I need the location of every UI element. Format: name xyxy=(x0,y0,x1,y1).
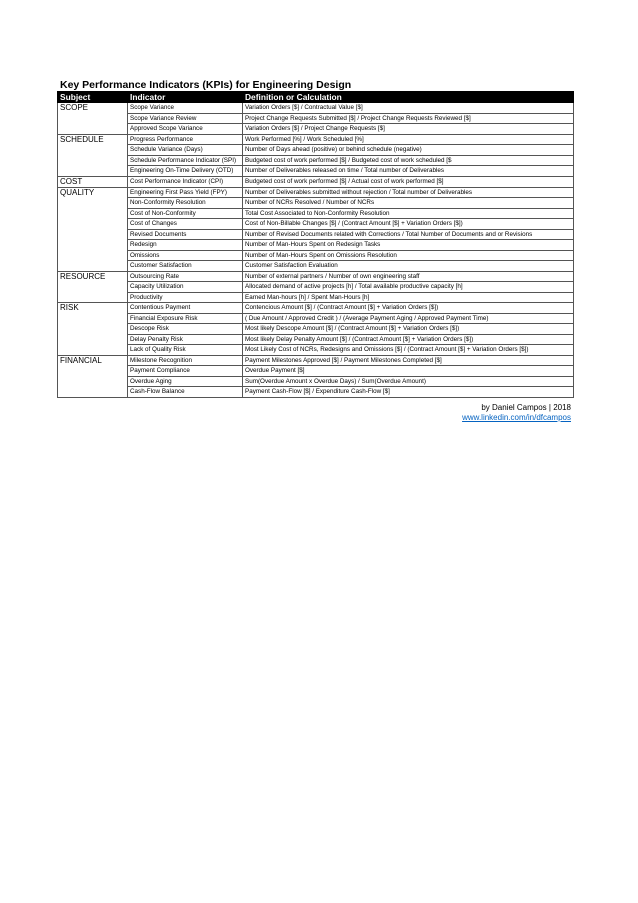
definition-cell: Customer Satisfaction Evaluation xyxy=(243,261,574,272)
table-row xyxy=(58,271,574,282)
indicator-cell: Schedule Variance (Days) xyxy=(128,145,243,156)
table-row xyxy=(58,208,574,219)
definition-cell: Most Likely Cost of NCRs, Redesigns and Omissions [$] / (Contract Amount [$] + Variation Orders [$]) xyxy=(243,345,574,356)
indicator-cell: Lack of Quality Risk xyxy=(128,345,243,356)
indicator-cell: Schedule Performance Indicator (SPI) xyxy=(128,155,243,166)
indicator-cell: Scope Variance xyxy=(128,103,243,114)
indicator-cell: Revised Documents xyxy=(128,229,243,240)
definition-cell: Number of Man-Hours Spent on Redesign Tasks xyxy=(243,240,574,251)
table-row xyxy=(58,198,574,209)
kpi-table-body xyxy=(58,103,574,398)
subject-cell: QUALITY xyxy=(58,187,128,271)
table-row xyxy=(58,355,574,366)
definition-cell: Earned Man-hours [h] / Spent Man-Hours [h] xyxy=(243,292,574,303)
indicator-cell: Payment Compliance xyxy=(128,366,243,377)
table-row xyxy=(58,240,574,251)
table-row xyxy=(58,303,574,314)
indicator-cell: Customer Satisfaction xyxy=(128,261,243,272)
header-indicator: Indicator xyxy=(128,92,243,103)
table-row xyxy=(58,261,574,272)
table-row xyxy=(58,134,574,145)
table-row xyxy=(58,103,574,114)
page-title: Key Performance Indicators (KPIs) for Engineering Design xyxy=(60,79,352,91)
table-row xyxy=(58,324,574,335)
definition-cell: Payment Milestones Approved [$] / Payment Milestones Completed [$] xyxy=(243,355,574,366)
linkedin-link[interactable]: www.linkedin.com/in/dfcampos xyxy=(462,413,571,422)
table-row xyxy=(58,292,574,303)
author-credit: by Daniel Campos | 2018 xyxy=(481,403,571,412)
indicator-cell: Overdue Aging xyxy=(128,376,243,387)
header-subject: Subject xyxy=(58,92,128,103)
definition-cell: Contencious Amount [$] / (Contract Amount [$] + Variation Orders [$]) xyxy=(243,303,574,314)
indicator-cell: Outsourcing Rate xyxy=(128,271,243,282)
definition-cell: Budgeted cost of work performed [$] / Budgeted cost of work scheduled [$ xyxy=(243,155,574,166)
table-row xyxy=(58,345,574,356)
table-row xyxy=(58,219,574,230)
subject-cell: FINANCIAL xyxy=(58,355,128,397)
indicator-cell: Contentious Payment xyxy=(128,303,243,314)
indicator-cell: Scope Variance Review xyxy=(128,113,243,124)
indicator-cell: Progress Performance xyxy=(128,134,243,145)
definition-cell: Sum(Overdue Amount x Overdue Days) / Sum(Overdue Amount) xyxy=(243,376,574,387)
definition-cell: Number of Days ahead (positive) or behind schedule (negative) xyxy=(243,145,574,156)
definition-cell: Number of Deliverables released on time / Total number of Deliverables xyxy=(243,166,574,177)
table-row xyxy=(58,282,574,293)
definition-cell: Number of external partners / Number of own engineering staff xyxy=(243,271,574,282)
definition-cell: Cost of Non-Billable Changes [$] / (Contract Amount [$] + Variation Orders [$]) xyxy=(243,219,574,230)
indicator-cell: Capacity Utilization xyxy=(128,282,243,293)
subject-cell: COST xyxy=(58,176,128,187)
table-row xyxy=(58,145,574,156)
indicator-cell: Omissions xyxy=(128,250,243,261)
table-row xyxy=(58,176,574,187)
table-row xyxy=(58,387,574,398)
indicator-cell: Cost of Non-Conformity xyxy=(128,208,243,219)
indicator-cell: Descope Risk xyxy=(128,324,243,335)
header-definition: Definition or Calculation xyxy=(243,92,574,103)
definition-cell: Budgeted cost of work performed [$] / Actual cost of work performed [$] xyxy=(243,176,574,187)
indicator-cell: Delay Penalty Risk xyxy=(128,334,243,345)
table-row xyxy=(58,366,574,377)
indicator-cell: Cost Performance Indicator (CPI) xyxy=(128,176,243,187)
definition-cell: Variation Orders [$] / Project Change Requests [$] xyxy=(243,124,574,135)
table-header-row xyxy=(58,92,574,103)
subject-cell: RESOURCE xyxy=(58,271,128,303)
definition-cell: Total Cost Associated to Non-Conformity Resolution xyxy=(243,208,574,219)
definition-cell: Number of Revised Documents related with Corrections / Total Number of Documents and or Revisions xyxy=(243,229,574,240)
table-row xyxy=(58,124,574,135)
subject-cell: SCOPE xyxy=(58,103,128,135)
indicator-cell: Milestone Recognition xyxy=(128,355,243,366)
indicator-cell: Cost of Changes xyxy=(128,219,243,230)
indicator-cell: Non-Conformity Resolution xyxy=(128,198,243,209)
definition-cell: Work Performed [%] / Work Scheduled [%] xyxy=(243,134,574,145)
table-row xyxy=(58,166,574,177)
indicator-cell: Financial Exposure Risk xyxy=(128,313,243,324)
table-row xyxy=(58,313,574,324)
definition-cell: Allocated demand of active projects [h] / Total available productive capacity [h] xyxy=(243,282,574,293)
table-row xyxy=(58,376,574,387)
indicator-cell: Engineering On-Time Delivery (OTD) xyxy=(128,166,243,177)
kpi-table xyxy=(57,91,574,398)
definition-cell: Most likely Delay Penalty Amount [$] / (Contract Amount [$] + Variation Orders [$]) xyxy=(243,334,574,345)
definition-cell: Project Change Requests Submitted [$] / Project Change Requests Reviewed [$] xyxy=(243,113,574,124)
table-row xyxy=(58,334,574,345)
definition-cell: Most likely Descope Amount [$] / (Contract Amount [$] + Variation Orders [$]) xyxy=(243,324,574,335)
definition-cell: Number of Man-Hours Spent on Omissions Resolution xyxy=(243,250,574,261)
table-row xyxy=(58,113,574,124)
definition-cell: Number of Deliverables submitted without rejection / Total number of Deliverables xyxy=(243,187,574,198)
subject-cell: RISK xyxy=(58,303,128,356)
indicator-cell: Redesign xyxy=(128,240,243,251)
indicator-cell: Engineering First Pass Yield (FPY) xyxy=(128,187,243,198)
indicator-cell: Cash-Flow Balance xyxy=(128,387,243,398)
table-row xyxy=(58,229,574,240)
table-row xyxy=(58,155,574,166)
definition-cell: ( Due Amount / Approved Credit ) / (Average Payment Aging / Approved Payment Time) xyxy=(243,313,574,324)
table-row xyxy=(58,187,574,198)
definition-cell: Overdue Payment [$] xyxy=(243,366,574,377)
table-row xyxy=(58,250,574,261)
indicator-cell: Approved Scope Variance xyxy=(128,124,243,135)
subject-cell: SCHEDULE xyxy=(58,134,128,176)
definition-cell: Number of NCRs Resolved / Number of NCRs xyxy=(243,198,574,209)
indicator-cell: Productivity xyxy=(128,292,243,303)
definition-cell: Variation Orders [$] / Contractual Value [$] xyxy=(243,103,574,114)
definition-cell: Payment Cash-Flow [$] / Expenditure Cash-Flow [$] xyxy=(243,387,574,398)
